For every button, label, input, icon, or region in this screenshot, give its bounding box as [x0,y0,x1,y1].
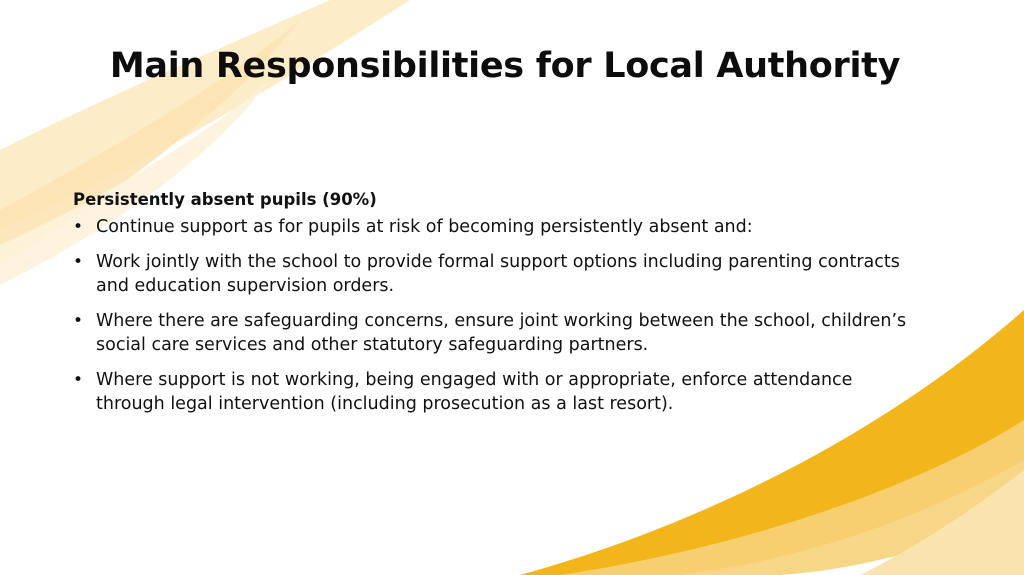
bullet-icon: • [73,370,84,390]
bullet-text: Work jointly with the school to provide formal support options including parenting contracts and education supervision orders. [96,252,900,296]
bullet-text: Where there are safeguarding concerns, ensure joint working between the school, children’s social care services and other statutory safeguarding partners. [96,311,907,355]
bullet-item [73,250,913,298]
content-area [73,189,913,427]
slide-title: Main Responsibilities for Local Authority [109,46,901,86]
bullet-item [73,368,913,416]
bullet-list [73,215,913,416]
bullet-icon: • [73,217,84,237]
bullet-item [73,215,913,239]
section-heading: Persistently absent pupils (90%) [73,190,377,209]
bullet-icon: • [73,311,84,331]
bullet-item [73,309,913,357]
bullet-text: Continue support as for pupils at risk of becoming persistently absent and: [96,217,753,237]
bullet-text: Where support is not working, being engaged with or appropriate, enforce attendance through legal intervention (including prosecution as a last resort). [96,370,853,414]
bullet-icon: • [73,252,84,272]
